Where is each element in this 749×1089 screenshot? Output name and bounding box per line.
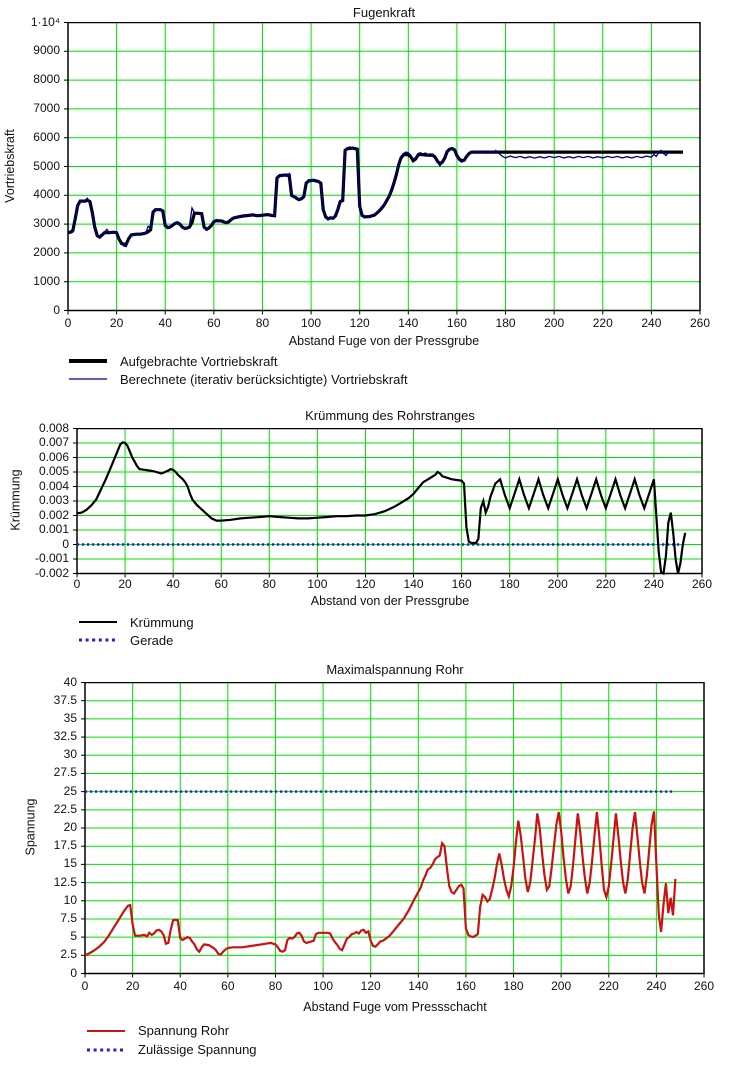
y-tick-label: 20: [63, 820, 77, 834]
x-tick-label: 120: [360, 979, 381, 993]
x-tick-label: 240: [643, 577, 664, 591]
y-tick-label: 10: [63, 892, 77, 907]
x-tick-label: 260: [689, 316, 711, 330]
chart-title-fugenkraft: Fugenkraft: [352, 5, 416, 20]
legend-item: [86, 1021, 257, 1040]
x-tick-label: 60: [221, 979, 235, 993]
y-tick-label: 2.5: [60, 947, 77, 962]
y-tick-label: 8000: [33, 72, 60, 87]
legend-line-sample: [78, 616, 118, 628]
chart-title-kruemmung: Krümmung des Rohrstranges: [305, 408, 475, 423]
x-tick-label: 100: [301, 316, 322, 330]
x-tick-label: 60: [214, 577, 228, 591]
y-axis-title-vortriebskraft: Vortriebskraft: [3, 129, 17, 203]
plot-area-kruemmung: [71, 428, 704, 581]
x-tick-label: 180: [499, 577, 520, 591]
x-axis-title-kruemmung: Abstand von der Pressgrube: [310, 594, 470, 608]
y-axis-title-spannung: Spannung: [23, 798, 38, 856]
legend-line-sample: [86, 1044, 126, 1056]
y-tick-label: -0.001: [34, 551, 69, 565]
y-tick-label: 25: [63, 783, 77, 798]
y-tick-label: 15: [63, 856, 77, 871]
legend-item: [86, 1040, 257, 1059]
legend-label: Gerade: [130, 632, 174, 648]
y-tick-label: 0.004: [38, 478, 69, 493]
x-tick-label: 160: [446, 316, 467, 330]
y-tick-label: 1000: [33, 273, 60, 288]
legend-line-sample: [68, 373, 108, 385]
x-tick-label: 40: [173, 979, 187, 993]
x-tick-label: 220: [592, 316, 613, 330]
legend-label: Krümmung: [130, 614, 194, 630]
x-tick-label: 180: [495, 316, 516, 330]
y-tick-label: 35: [63, 710, 77, 725]
x-tick-label: 160: [455, 979, 476, 993]
x-tick-label: 0: [73, 577, 81, 591]
y-tick-label: 9000: [33, 43, 60, 58]
y-tick-label: 30: [63, 747, 77, 762]
y-tick-label: 0.007: [38, 435, 69, 449]
x-tick-label: 120: [355, 577, 376, 591]
y-tick-label: 0.002: [38, 507, 69, 522]
legend-item: [68, 370, 408, 388]
y-tick-label: 7000: [33, 100, 60, 115]
y-tick-label: 0: [70, 965, 77, 980]
y-tick-label: 37.5: [53, 692, 77, 707]
y-tick-label: 5: [70, 929, 77, 944]
x-tick-label: 0: [64, 316, 72, 330]
x-tick-label: 240: [646, 979, 667, 993]
legend-line-sample: [86, 1025, 126, 1037]
x-tick-label: 80: [262, 577, 276, 591]
legend-label: Zulässige Spannung: [138, 1042, 257, 1057]
plot-area-maximalspannung: [79, 682, 706, 981]
y-tick-label: 4000: [33, 187, 60, 202]
x-tick-label: 80: [268, 979, 283, 993]
legend-maximalspannung: [86, 1021, 257, 1059]
y-axis-title-kruemmung: Krümmung: [8, 469, 23, 531]
y-tick-label: 6000: [33, 129, 60, 144]
x-tick-label: 240: [641, 316, 662, 330]
x-tick-label: 180: [503, 979, 524, 993]
y-tick-label: 0: [62, 536, 69, 551]
y-tick-label: 0.008: [38, 420, 69, 435]
y-tick-label: 0.003: [38, 493, 69, 507]
y-tick-label: 1·10⁴: [30, 14, 60, 29]
x-tick-label: 20: [109, 316, 124, 330]
x-tick-label: 20: [118, 577, 132, 591]
y-tick-label: -0.002: [34, 565, 69, 580]
y-tick-label: 27.5: [53, 765, 77, 780]
y-tick-label: 40: [63, 674, 77, 689]
y-tick-label: 0: [53, 302, 60, 317]
legend-fugenkraft: [68, 352, 408, 388]
x-tick-label: 220: [598, 979, 619, 993]
y-tick-label: 0.006: [38, 449, 69, 464]
legend-item: [68, 352, 408, 370]
y-tick-label: 2000: [33, 244, 60, 259]
x-tick-label: 260: [691, 577, 713, 591]
plot-area-fugenkraft: [62, 22, 702, 318]
x-tick-label: 100: [313, 979, 334, 993]
legend-kruemmung: [78, 613, 194, 649]
x-tick-label: 200: [544, 316, 565, 330]
legend-label: Berechnete (iterativ berücksichtigte) Vortriebskraft: [120, 371, 408, 387]
x-tick-label: 60: [207, 316, 221, 330]
x-axis-title-maximalspannung: Abstand Fuge vom Pressschacht: [303, 1000, 487, 1014]
x-tick-label: 260: [693, 979, 715, 993]
y-tick-label: 17.5: [53, 838, 77, 853]
legend-label: Spannung Rohr: [138, 1023, 230, 1038]
x-tick-label: 120: [349, 316, 370, 330]
y-tick-label: 22.5: [53, 801, 77, 816]
x-tick-label: 140: [398, 316, 419, 330]
x-tick-label: 140: [403, 577, 424, 591]
legend-line-sample: [78, 634, 118, 646]
legend-line-sample: [68, 355, 108, 367]
legend-label: Aufgebrachte Vortriebskraft: [120, 353, 278, 369]
y-tick-label: 7.5: [60, 910, 77, 925]
y-tick-label: 0.005: [38, 464, 69, 478]
y-tick-label: 32.5: [53, 729, 77, 744]
y-tick-label: 5000: [33, 158, 60, 173]
x-tick-label: 40: [158, 316, 172, 330]
x-tick-label: 100: [307, 577, 328, 591]
x-tick-label: 200: [547, 577, 568, 591]
legend-item: [78, 613, 194, 631]
x-tick-label: 140: [408, 979, 429, 993]
x-tick-label: 40: [166, 577, 180, 591]
y-tick-label: 12.5: [53, 874, 77, 889]
x-tick-label: 80: [255, 316, 270, 330]
x-tick-label: 20: [125, 979, 140, 993]
y-tick-label: 3000: [33, 216, 60, 231]
legend-item: [78, 631, 194, 649]
x-tick-label: 200: [551, 979, 572, 993]
y-tick-label: 0.001: [38, 522, 69, 536]
x-tick-label: 160: [451, 577, 472, 591]
x-axis-title-fugenkraft: Abstand Fuge von der Pressgrube: [288, 334, 480, 348]
chart-title-maximalspannung: Maximalspannung Rohr: [326, 662, 464, 677]
x-tick-label: 0: [81, 979, 89, 993]
x-tick-label: 220: [595, 577, 616, 591]
